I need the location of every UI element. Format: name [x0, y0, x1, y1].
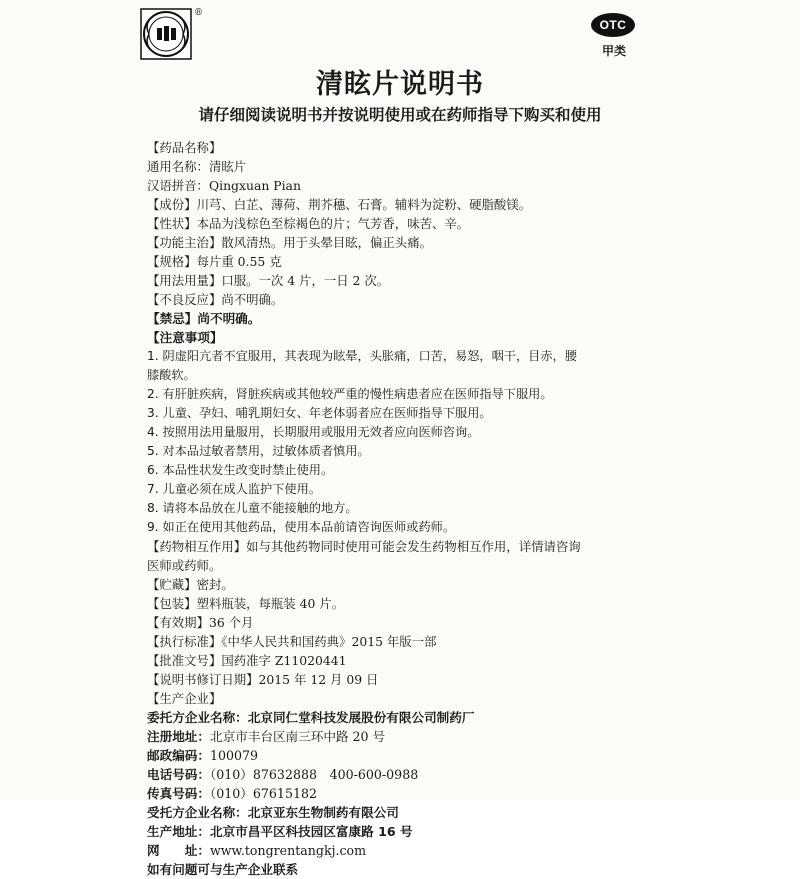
precaution-item: 4. 按照用法用量服用，长期服用或服用无效者应向医师咨询。: [147, 425, 480, 439]
ingredients-value: 川芎、白芷、薄荷、荆芥穗、石膏。辅料为淀粉、硬脂酸镁。: [196, 197, 532, 212]
package-value: 塑料瓶装，每瓶装 40 片。: [196, 596, 345, 611]
heading-description: 【 性状 】: [147, 216, 197, 231]
description-row: [147, 214, 667, 233]
pinyin-label: 汉语拼音：: [147, 178, 209, 193]
storage-value: 密封。: [196, 577, 234, 592]
prod-address-label: 生产地址：: [147, 824, 210, 839]
validity-value: 36 个月: [208, 615, 254, 630]
otc-class-label: 甲类: [601, 44, 626, 58]
entrusting-company-row: [147, 708, 667, 727]
contact-note: 如有问题可与生产企业联系: [147, 862, 299, 877]
pinyin-value: Qingxuan Pian: [208, 178, 301, 193]
heading-revision: 【 说明书修订日期 】: [147, 672, 259, 687]
precaution-item: 2. 有肝脏疾病，肾脏疾病或其他较严重的慢性病患者应在医师指导下服用。: [147, 387, 553, 401]
heading-storage: 【 贮藏 】: [147, 577, 197, 592]
standard-row: [147, 632, 667, 651]
dosage-row: [147, 271, 667, 290]
prod-address-row: [147, 822, 667, 841]
website-row: [147, 841, 667, 860]
fax-label: 传真号码：: [147, 786, 210, 801]
website-link[interactable]: www.tongrentangkj.com: [209, 843, 367, 858]
heading-manufacturer: 【 生产企业 】: [147, 691, 221, 706]
heading-dosage: 【 用法用量 】: [147, 273, 221, 288]
brand-seal-logo: [140, 8, 192, 60]
reg-address-value: 北京市丰台区南三环中路 20 号: [209, 729, 386, 744]
adverse-row: [147, 290, 667, 309]
website-label: 网 址：: [147, 843, 210, 858]
heading-spec: 【 规格 】: [147, 254, 197, 269]
ingredients-row: [147, 195, 667, 214]
entrusting-company-label: 委托方企业名称：: [147, 710, 248, 725]
document-subtitle: 请仔细阅读说明书并按说明使用或在药师指导下购买和使用: [198, 106, 602, 124]
postcode-value: 100079: [209, 748, 259, 763]
standard-value: 《中华人民共和国药典》2015 年版一部: [221, 634, 437, 649]
fax-value: （010）67615182: [209, 786, 317, 801]
contra-row: [147, 309, 667, 328]
heading-standard: 【 执行标准 】: [147, 634, 221, 649]
entrusted-company-row: [147, 803, 667, 822]
validity-row: [147, 613, 667, 632]
heading-contra: 【 禁忌 】: [147, 311, 197, 326]
heading-precautions: 【 注意事项 】: [147, 330, 223, 345]
indications-value: 散风清热。用于头晕目眩，偏正头痛。: [221, 235, 432, 250]
adverse-value: 尚不明确。: [221, 292, 284, 307]
section-drug-name-heading: [147, 138, 667, 157]
postcode-label: 邮政编码：: [147, 748, 210, 763]
postcode-row: [147, 746, 667, 765]
prod-address-value: 北京市昌平区科技园区富康路 16 号: [209, 824, 413, 839]
revision-value: 2015 年 12 月 09 日: [258, 672, 379, 687]
precaution-item: 8. 请将本品放在儿童不能接触的地方。: [147, 501, 358, 515]
contra-value: 尚不明确。: [197, 311, 261, 326]
package-row: [147, 594, 667, 613]
approval-value: 国药准字 Z11020441: [221, 653, 347, 668]
precautions-heading-row: [147, 328, 667, 347]
storage-row: [147, 575, 667, 594]
pinyin-row: [147, 176, 667, 195]
description-value: 本品为浅棕色至棕褐色的片；气芳香，味苦、辛。: [196, 216, 470, 231]
precaution-item: 3. 儿童、孕妇、哺乳期妇女、年老体弱者应在医师指导下服用。: [147, 406, 492, 420]
heading-package: 【 包装 】: [147, 596, 197, 611]
indications-row: [147, 233, 667, 252]
registered-mark: ®: [194, 8, 203, 18]
heading-indications: 【 功能主治 】: [147, 235, 221, 250]
entrusted-company-label: 受托方企业名称：: [147, 805, 248, 820]
precaution-item: 5. 对本品过敏者禁用，过敏体质者慎用。: [147, 444, 370, 458]
interactions-row-cont: [147, 556, 667, 575]
revision-row: [147, 670, 667, 689]
otc-badge: OTC: [591, 13, 635, 37]
phone-value: （010）87632888 400-600-0988: [209, 767, 419, 782]
heading-drug-name: 【 药品名称 】: [147, 140, 221, 155]
interactions-row: [147, 537, 667, 556]
generic-name-label: 通用名称：: [147, 159, 209, 174]
spec-value: 每片重 0.55 克: [196, 254, 282, 269]
generic-name-value: 清眩片: [208, 159, 247, 174]
reg-address-row: [147, 727, 667, 746]
precaution-item: 6. 本品性状发生改变时禁止使用。: [147, 463, 334, 477]
leaflet-body: [147, 138, 667, 879]
entrusted-company-value: 北京亚东生物制药有限公司: [247, 805, 399, 820]
generic-name-row: [147, 157, 667, 176]
document-title: 清眩片说明书: [316, 69, 484, 100]
dosage-value: 口服。一次 4 片，一日 2 次。: [221, 273, 390, 288]
reg-address-label: 注册地址：: [147, 729, 210, 744]
precaution-item: 膝酸软。: [147, 368, 196, 382]
interactions-value-line1: 如与其他药物同时使用可能会发生药物相互作用，详情请咨询: [246, 539, 581, 554]
precaution-item: 9. 如正在使用其他药品，使用本品前请咨询医师或药师。: [147, 520, 456, 534]
fax-row: [147, 784, 667, 803]
phone-label: 电话号码：: [147, 767, 210, 782]
entrusting-company-value: 北京同仁堂科技发展股份有限公司制药厂: [247, 710, 475, 725]
heading-interactions: 【 药物相互作用 】: [147, 539, 246, 554]
interactions-value-line2: 医师或药师。: [147, 558, 222, 573]
heading-ingredients: 【 成份 】: [147, 197, 197, 212]
phone-row: [147, 765, 667, 784]
heading-adverse: 【 不良反应 】: [147, 292, 221, 307]
precaution-item: 7. 儿童必须在成人监护下使用。: [147, 482, 321, 496]
heading-approval: 【 批准文号 】: [147, 653, 221, 668]
spec-row: [147, 252, 667, 271]
heading-validity: 【 有效期 】: [147, 615, 209, 630]
manufacturer-heading-row: [147, 689, 667, 708]
precaution-item: 1. 阴虚阳亢者不宜服用，其表现为眩晕，头胀痛，口苦，易怒，咽干，目赤，腰: [147, 349, 577, 363]
approval-row: [147, 651, 667, 670]
